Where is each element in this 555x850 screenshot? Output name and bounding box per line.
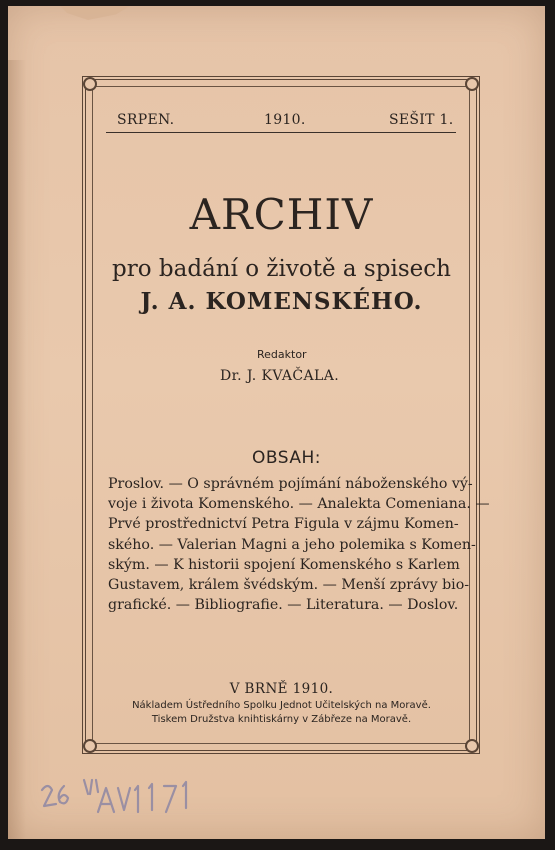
editor-label: Redaktor — [257, 348, 307, 361]
contents-line: grafické. — Bibliografie. — Literatura. — Doslov. — [108, 597, 459, 614]
imprint-place: V BRNĚ 1910. — [229, 681, 334, 697]
contents-line: Gustavem, králem švédským. — Menší zprávy bio- — [108, 577, 470, 594]
editor-name: Dr. J. KVAČALA. — [220, 368, 340, 384]
header-rule — [106, 132, 456, 133]
border-corner-ornament-bottom-left — [83, 739, 97, 753]
journal-title: ARCHIV — [189, 190, 374, 239]
imprint-publisher: Nákladem Ústředního Spolku Jednot Učitelských na Moravě. — [132, 700, 431, 711]
journal-subtitle: pro badání o životě a spisech — [112, 256, 451, 282]
handwritten-shelfmark — [36, 772, 206, 818]
contents-line: ského. — Valerian Magni a jeho polemika s Komen- — [108, 536, 476, 553]
border-corner-ornament-top-right — [465, 77, 479, 91]
border-corner-ornament-bottom-right — [465, 739, 479, 753]
border-corner-ornament-top-left — [83, 77, 97, 91]
contents-line: Proslov. — O správném pojímání náboženského vý- — [108, 476, 473, 492]
inner-border — [92, 86, 490, 744]
contents-list — [108, 474, 490, 615]
contents-heading: OBSAH: — [252, 448, 321, 468]
issue-year: 1910. — [264, 112, 306, 128]
contents-line: voje i života Komenského. — Analekta Comeniana. — — [108, 496, 490, 513]
issue-month: SRPEN. — [117, 112, 175, 128]
imprint-printer: Tiskem Družstva knihtiskárny v Zábřeze na Moravě. — [151, 714, 412, 725]
contents-line: Prvé prostřednictví Petra Figula v zájmu Komen- — [108, 516, 459, 533]
issue-number: SEŠIT 1. — [389, 112, 454, 128]
journal-subject: J. A. KOMENSKÉHO. — [140, 288, 423, 315]
contents-line: ským. — K historii spojení Komenského s Karlem — [108, 556, 460, 573]
